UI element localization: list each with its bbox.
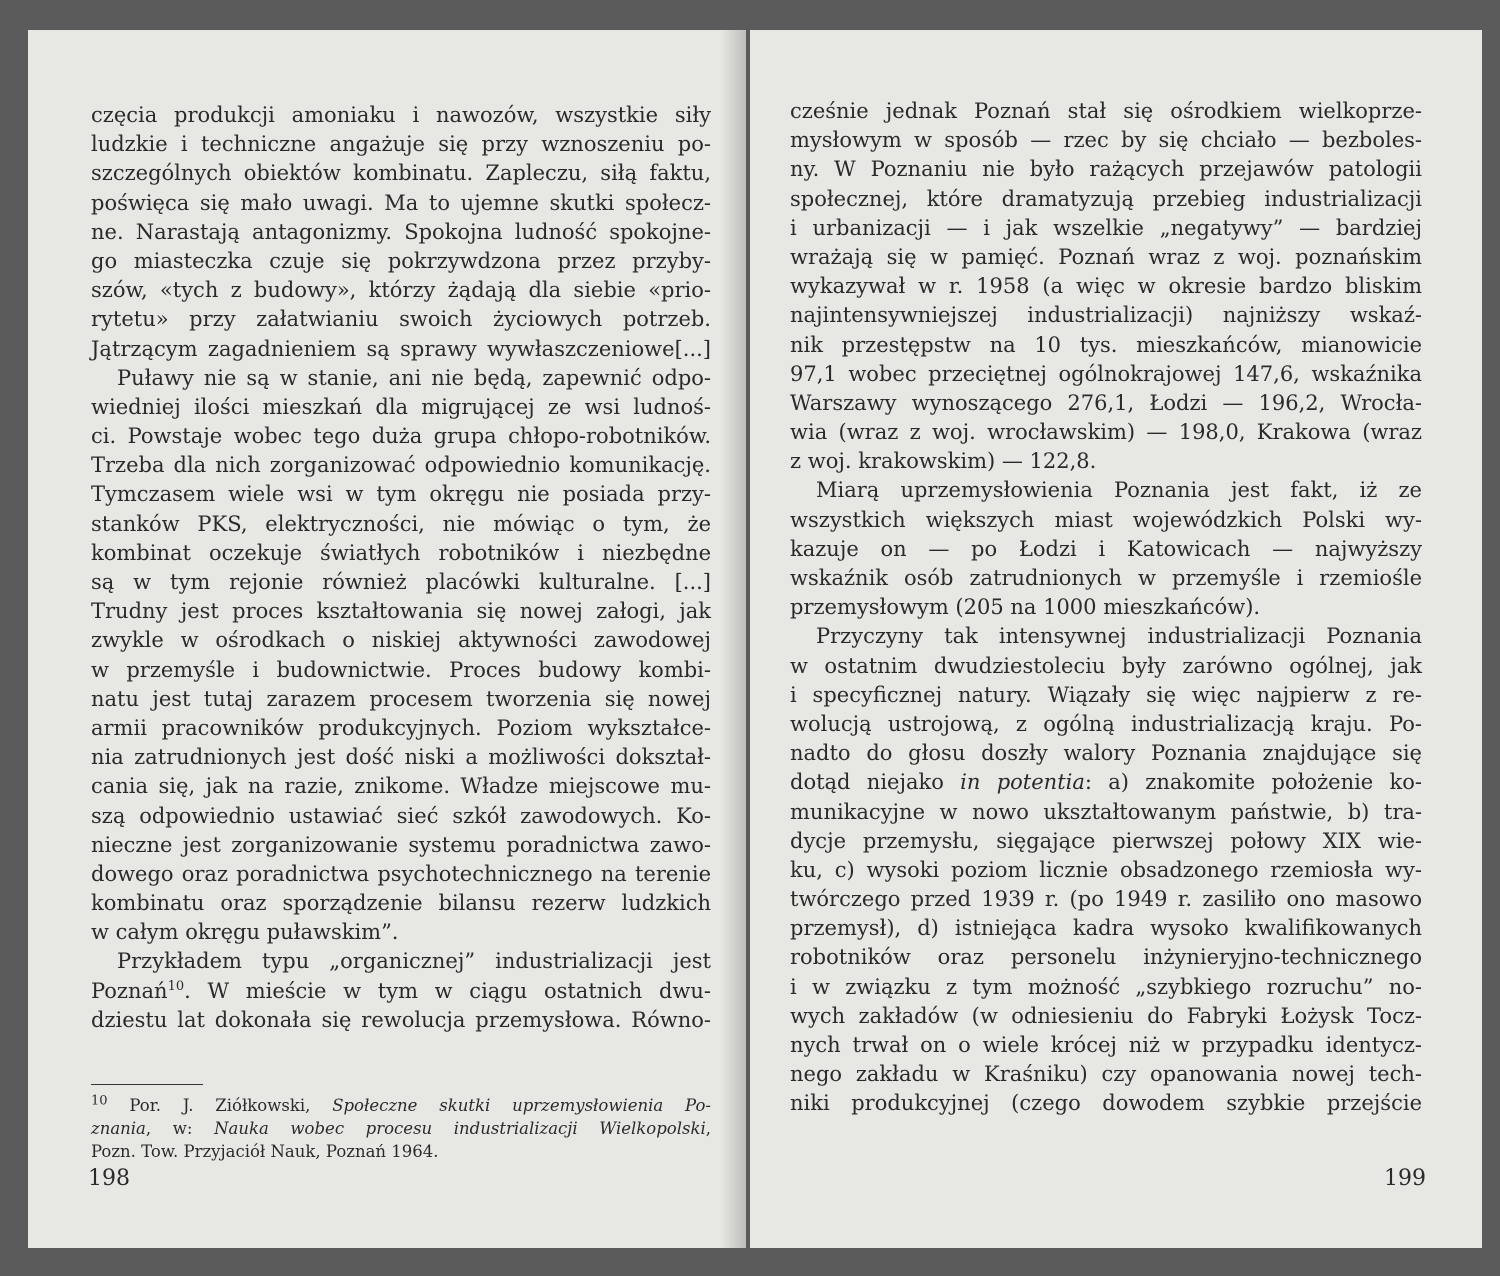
text-line: wszystkich większych miast wojewódzkich Polski wy- xyxy=(790,507,1422,532)
text-line: kombinatu oraz sporządzenie bilansu rezerw ludzkich xyxy=(91,891,711,916)
text-line: wrażają się w pamięć. Poznań wraz z woj. poznańskim xyxy=(790,244,1422,269)
paragraph-1 xyxy=(91,101,711,364)
text-line: w przemyśle i budownictwie. Proces budowy kombi- xyxy=(91,657,711,682)
text-line: społecznej, które dramatyzują przebieg industrializacji xyxy=(790,186,1422,211)
text-line: dowego oraz poradnictwa psychotechnicznego na terenie xyxy=(91,861,711,886)
text-line: ludzkie i techniczne angażuje się przy wznoszeniu po- xyxy=(91,132,711,157)
text-line: natu jest tutaj zarazem procesem tworzenia się nowej xyxy=(91,686,711,711)
footnote-divider xyxy=(91,1084,203,1085)
text-line: Miarą uprzemysłowienia Poznania jest fakt, iż ze xyxy=(816,478,1422,503)
right-page-body xyxy=(790,97,1422,1119)
text-line: Trzeba dla nich zorganizować odpowiednio komunikację. xyxy=(91,453,711,478)
text-line: niki produkcyjnej (czego dowodem szybkie przejście xyxy=(790,1091,1422,1116)
page-number: 198 xyxy=(88,1166,130,1191)
text-line: robotników oraz personelu inżynieryjno-technicznego xyxy=(790,945,1422,970)
text-line: ne. Narastają antagonizmy. Spokojna ludność spokojne- xyxy=(91,219,711,244)
text-fragment-italic: in potentia xyxy=(960,770,1085,795)
text-line: najintensywniejszej industrializacji) najniższy wskaź- xyxy=(790,303,1422,328)
text-line: twórczego przed 1939 r. (po 1949 r. zasiliło ono masowo xyxy=(790,887,1422,912)
text-line: Przykładem typu „organicznej” industrializacji jest xyxy=(117,949,711,974)
text-line: Przyczyny tak intensywnej industrializacji Poznania xyxy=(816,624,1422,649)
text-line: mysłowym w sposób — rzec by się chciało — bezboles- xyxy=(790,128,1422,153)
text-line: wskaźnik osób zatrudnionych w przemyśle i rzemiośle xyxy=(790,566,1422,590)
text-line: cześnie jednak Poznań stał się ośrodkiem wielkoprze- xyxy=(790,99,1422,123)
text-line: szów, «tych z budowy», którzy żądają dla siebie «prio- xyxy=(91,278,711,303)
footnote-line xyxy=(91,1117,711,1140)
paragraph-2 xyxy=(91,364,711,948)
text-line: wych zakładów (w odniesieniu do Fabryki Łożysk Tocz- xyxy=(790,1003,1422,1028)
text-fragment: , w: xyxy=(145,1119,215,1138)
text-line: i specyficznej natury. Wiązały się więc najpierw z re- xyxy=(790,682,1422,707)
text-line: Tymczasem wiele wsi w tym okręgu nie posiada przy- xyxy=(91,482,711,507)
paragraph-1 xyxy=(790,97,1422,476)
text-fragment: dotąd niejako xyxy=(790,770,961,795)
footnote-line xyxy=(91,1094,711,1117)
text-line: 97,1 wobec przeciętnej ogólnokrajowej 147,6, wskaźnika xyxy=(790,361,1422,386)
text-line: Puławy nie są w stanie, ani nie będą, zapewnić odpo- xyxy=(117,365,711,390)
text-line: z woj. krakowskim) — 122,8. xyxy=(790,449,1097,474)
text-fragment: Por. J. Ziółkowski, xyxy=(107,1096,333,1115)
text-line: Warszawy wynoszącego 276,1, Łodzi — 196,2, Wrocła- xyxy=(790,390,1422,415)
paragraph-2 xyxy=(790,476,1422,622)
paragraph-3 xyxy=(91,947,711,1035)
text-line: Trudny jest proces kształtowania się nowej załogi, jak xyxy=(91,599,711,624)
text-line: częcia produkcji amoniaku i nawozów, wszystkie siły xyxy=(91,103,711,127)
text-line: i w związku z tym możność „szybkiego rozruchu” no- xyxy=(790,974,1422,999)
text-fragment: . W mieście w tym w ciągu ostatnich dwu- xyxy=(184,978,711,1003)
text-line: nieczne jest zorganizowanie systemu poradnictwa zawo- xyxy=(91,832,711,857)
text-line: nego zakładu w Kraśniku) czy opanowania nowej tech- xyxy=(790,1062,1422,1087)
text-line: wykazywał w r. 1958 (a więc w okresie bardzo bliskim xyxy=(790,274,1422,299)
text-fragment-italic: Społeczne skutki uprzemysłowienia Po- xyxy=(332,1096,711,1115)
text-fragment-italic: znania xyxy=(91,1119,146,1138)
footnote-line: Pozn. Tow. Przyjaciół Nauk, Poznań 1964. xyxy=(91,1142,439,1161)
text-line-with-italic xyxy=(790,768,1422,797)
text-line: stanków PKS, elektryczności, nie mówiąc o tym, że xyxy=(91,511,711,536)
text-line: dziestu lat dokonała się rewolucja przemysłowa. Równo- xyxy=(91,1007,711,1032)
left-page-body xyxy=(91,101,711,1035)
text-line: munikacyjne w nowo ukształtowanym państwie, b) tra- xyxy=(790,799,1422,824)
text-line-with-footnote-ref xyxy=(91,977,711,1006)
text-line: ku, c) wysoki poziom licznie obsadzonego rzemiosła wy- xyxy=(790,857,1422,882)
text-line: go miasteczka czuje się pokrzywdzona przez przyby- xyxy=(91,248,711,273)
text-line: w całym okręgu puławskim”. xyxy=(91,920,399,945)
text-line: rytetu» przy załatwianiu swoich życiowych potrzeb. xyxy=(91,307,711,332)
text-line: przemysł), d) istniejąca kadra wysoko kwalifikowanych xyxy=(790,916,1422,941)
text-line: cania się, jak na razie, znikome. Władze miejscowe mu- xyxy=(91,774,711,799)
text-line: są w tym rejonie również placówki kulturalne. [...] xyxy=(91,570,711,594)
page-number: 199 xyxy=(1384,1166,1426,1191)
text-line: szczególnych obiektów kombinatu. Zapleczu, siłą faktu, xyxy=(91,161,711,186)
text-fragment: Poznań xyxy=(91,978,168,1003)
text-line: nik przestępstw na 10 tys. mieszkańców, mianowicie xyxy=(790,332,1422,357)
left-page xyxy=(28,30,746,1248)
text-line: szą odpowiednio ustawiać sieć szkół zawodowych. Ko- xyxy=(91,803,711,828)
right-page xyxy=(750,30,1482,1248)
text-line: wolucją ustrojową, z ogólną industrializacją kraju. Po- xyxy=(790,711,1422,736)
text-fragment: : a) znakomite położenie ko- xyxy=(1084,770,1422,795)
text-line: wia (wraz z woj. wrocławskim) — 198,0, Krakowa (wraz xyxy=(790,420,1422,445)
footnote xyxy=(91,1094,711,1163)
text-line: wiedniej ilości mieszkań dla migrującej ze wsi ludnoś- xyxy=(91,394,711,419)
text-line: nia zatrudnionych jest dość niski a możliwości dokształ- xyxy=(91,745,711,770)
text-line: nadto do głosu doszły walory Poznania znajdujące się xyxy=(790,741,1422,766)
text-line: poświęca się mało uwagi. Ma to ujemne skutki społecz- xyxy=(91,190,711,215)
text-line: ny. W Poznaniu nie było rażących przejawów patologii xyxy=(790,157,1422,182)
text-line: Jątrzącym zagadnieniem są sprawy wywłaszczeniowe[...] xyxy=(91,336,711,361)
text-line: i urbanizacji — i jak wszelkie „negatywy” — bardziej xyxy=(790,215,1422,240)
text-line: armii pracowników produkcyjnych. Poziom wykształce- xyxy=(91,715,711,740)
text-line: kazuje on — po Łodzi i Katowicach — najwyższy xyxy=(790,536,1422,561)
footnote-reference[interactable]: 10 xyxy=(167,978,185,994)
text-fragment: , xyxy=(705,1119,711,1138)
text-line: zwykle w ośrodkach o niskiej aktywności zawodowej xyxy=(91,628,711,653)
text-line: dycje przemysłu, sięgające pierwszej połowy XIX wie- xyxy=(790,828,1422,853)
paragraph-3 xyxy=(790,622,1422,1118)
text-line: przemysłowym (205 na 1000 mieszkańców). xyxy=(790,595,1261,620)
text-fragment-italic: Nauka wobec procesu industrializacji Wielkopolski xyxy=(214,1119,706,1138)
text-line: kombinat oczekuje światłych robotników i niezbędne xyxy=(91,540,711,565)
text-line: ci. Powstaje wobec tego duża grupa chłopo-robotników. xyxy=(91,424,711,449)
text-line: nych trwał on o wiele krócej niż w przypadku identycz- xyxy=(790,1033,1422,1057)
footnote-mark: 10 xyxy=(91,1093,108,1109)
gutter-shadow xyxy=(720,30,746,1248)
text-line: w ostatnim dwudziestoleciu były zarówno ogólnej, jak xyxy=(790,653,1422,678)
